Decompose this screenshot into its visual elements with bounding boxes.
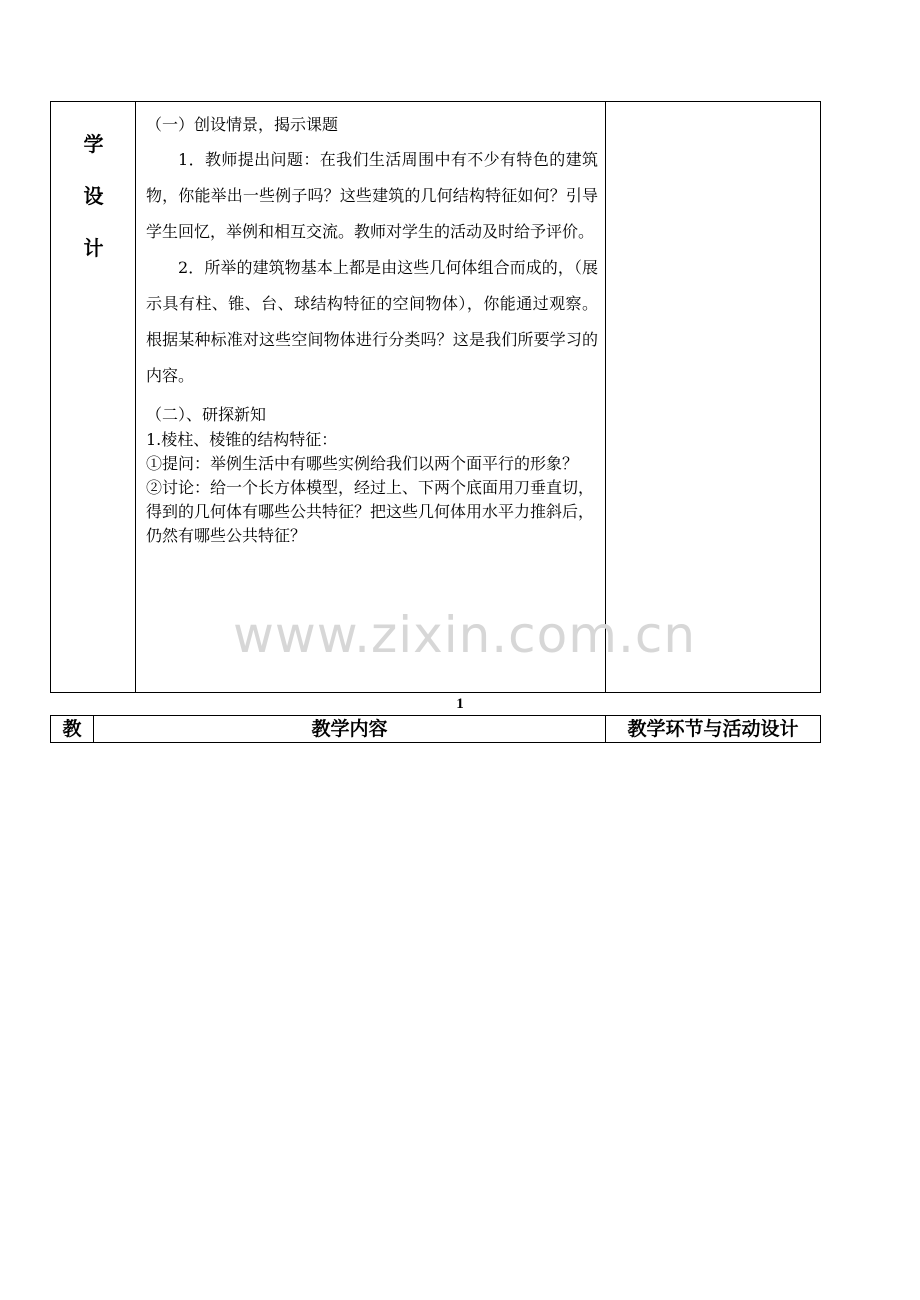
page-number: 1: [456, 696, 464, 712]
side-label-char: 学: [83, 132, 104, 156]
header-cell: 教: [51, 716, 94, 742]
side-label-column: [51, 102, 136, 692]
list-item: ②讨论：给一个长方体模型，经过上、下两个底面用刀垂直切，得到的几何体有哪些公共特征？把这些几何体用水平力推斜后，仍然有哪些公共特征？: [146, 478, 595, 545]
lesson-table: [50, 101, 821, 693]
activity-column: [606, 102, 820, 692]
paragraph: 2．所举的建筑物基本上都是由这些几何体组合而成的，（展示具有柱、锥、台、球结构特征的空间物体），你能通过观察。根据某种标准对这些空间物体进行分类吗？这是我们所要学习的内容。: [146, 258, 598, 385]
watermark: www.zixin.com.cn: [233, 606, 697, 664]
table-header-row: [50, 715, 821, 743]
list-item: 1.棱柱、棱锥的结构特征：: [146, 430, 338, 449]
content-column: [136, 102, 606, 692]
header-cell: 教学环节与活动设计: [627, 718, 799, 740]
header-cell: 教学内容: [94, 716, 606, 742]
section-heading: （二）、研探新知: [146, 405, 267, 424]
section-heading: （一）创设情景，揭示课题: [146, 115, 339, 134]
side-label-char: 计: [83, 236, 104, 260]
paragraph: 1．教师提出问题：在我们生活周围中有不少有特色的建筑物，你能举出一些例子吗？这些建筑的几何结构特征如何？引导学生回忆，举例和相互交流。教师对学生的活动及时给予评价。: [146, 150, 598, 241]
content-body: [146, 112, 598, 548]
list-item: ①提问：举例生活中有哪些实例给我们以两个面平行的形象？: [146, 454, 579, 473]
side-label-char: 设: [83, 184, 104, 208]
